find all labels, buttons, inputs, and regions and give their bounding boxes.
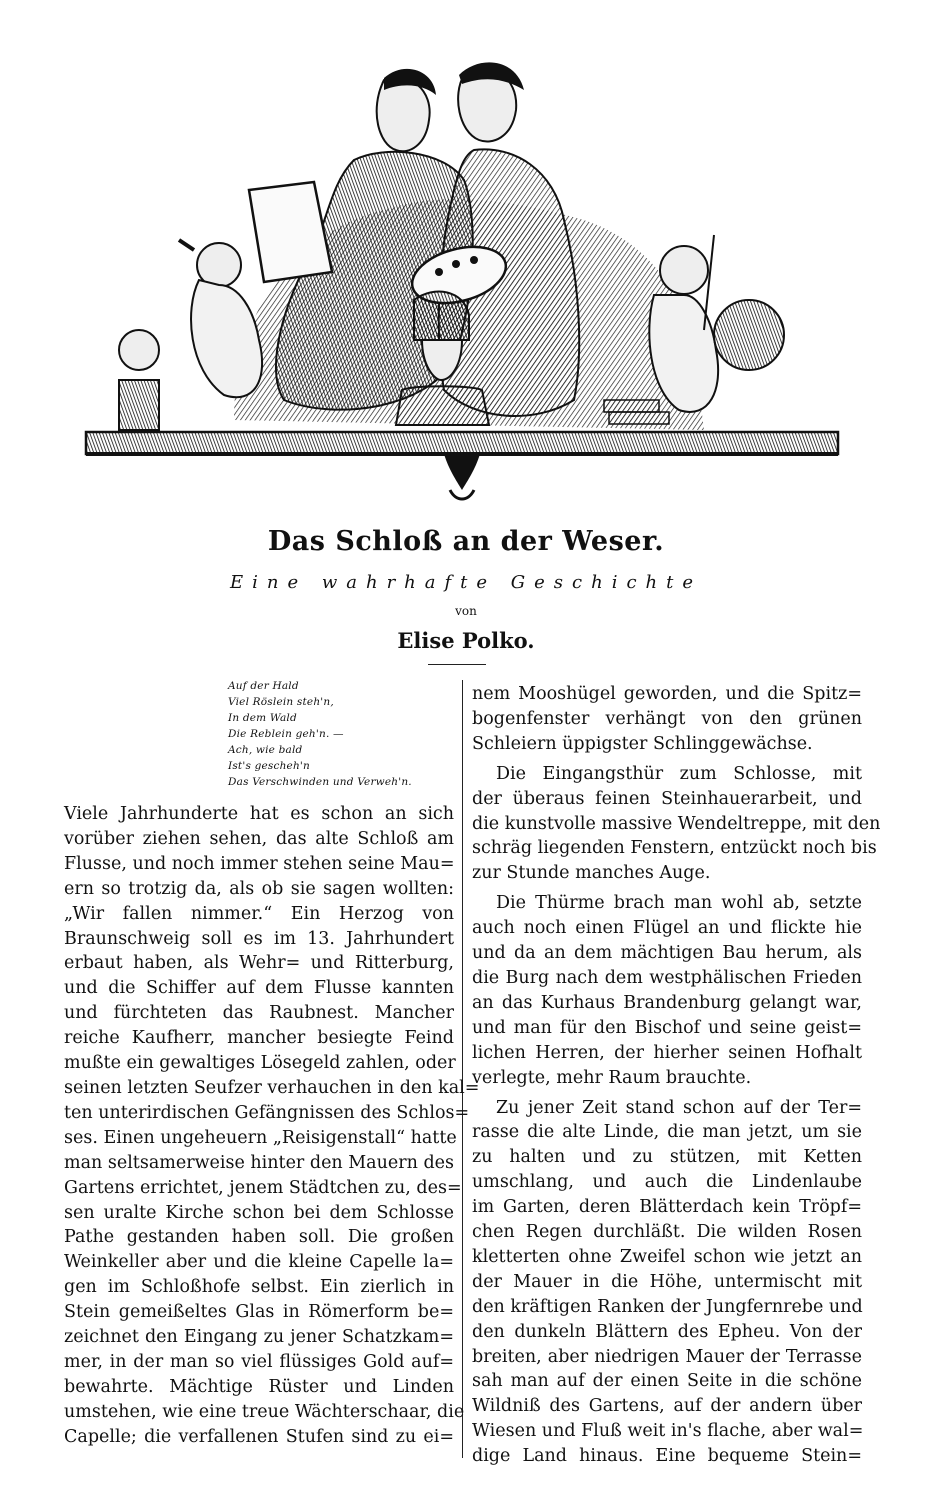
- text-line: bewahrte. Mächtige Rüster und Linden: [64, 1376, 454, 1397]
- text-line: zeichnet den Eingang zu jener Schatzkam=: [64, 1327, 454, 1348]
- text-line: schräg liegenden Fenstern, entzückt noch bis: [472, 838, 877, 859]
- article-subtitle: Eine wahrhafte Geschichte: [229, 572, 703, 593]
- text-line: Die Thürme brach man wohl ab, setzte: [496, 893, 862, 914]
- text-line: Wildniß des Gartens, auf der andern über: [472, 1396, 862, 1417]
- text-line: bogenfenster verhängt von den grünen: [472, 708, 862, 729]
- text-line: und die Schiffer auf dem Flusse kannten: [64, 978, 454, 999]
- text-line: zu halten und zu stützen, mit Ketten: [472, 1147, 862, 1168]
- text-line: kletterten ohne Zweifel schon wie jetzt an: [472, 1246, 862, 1267]
- text-line: Zu jener Zeit stand schon auf der Ter=: [496, 1097, 862, 1118]
- text-line: umschlang, und auch die Lindenlaube: [472, 1172, 862, 1193]
- text-line: mer, in der man so viel flüssiges Gold auf=: [64, 1351, 454, 1372]
- text-line: im Garten, deren Blätterdach kein Tröpf=: [472, 1197, 862, 1218]
- verse-line: Ist's gescheh'n: [228, 760, 310, 772]
- text-line: sah man auf der einen Seite in die schöne: [472, 1371, 862, 1392]
- paragraph: [472, 891, 862, 1090]
- title-divider: [428, 664, 486, 665]
- text-line: dige Land hinaus. Eine bequeme Stein=: [472, 1446, 862, 1467]
- left-column: [64, 678, 480, 1450]
- byline-von: von: [455, 604, 477, 618]
- text-line: zur Stunde manches Auge.: [472, 863, 711, 884]
- paragraph: [472, 682, 862, 757]
- paragraph: [472, 762, 881, 887]
- verse-line: Auf der Hald: [228, 680, 299, 692]
- text-line: mußte ein gewaltiges Lösegeld zahlen, oder: [64, 1053, 456, 1074]
- verse-line: Viel Röslein steh'n,: [228, 696, 334, 708]
- text-line: Stein gemeißeltes Glas in Römerform be=: [64, 1302, 454, 1323]
- text-line: ses. Einen ungeheuern „Reisigenstall“ hatte: [64, 1127, 457, 1148]
- verse-line: Das Verschwinden und Verweh'n.: [228, 776, 412, 788]
- text-line: auch noch einen Flügel an und flickte hie: [472, 918, 862, 939]
- verse-line: In dem Wald: [228, 712, 297, 724]
- article-title: Das Schloß an der Weser.: [267, 526, 665, 557]
- verse-line: Ach, wie bald: [228, 744, 303, 756]
- text-line: nem Mooshügel geworden, und die Spitz=: [472, 684, 862, 704]
- text-line: man seltsamerweise hinter den Mauern des: [64, 1152, 454, 1173]
- verse-line: Die Reblein geh'n. —: [228, 728, 344, 740]
- text-line: der Mauer in die Höhe, untermischt mit: [472, 1271, 862, 1292]
- text-line: gen im Schloßhofe selbst. Ein zierlich in: [64, 1277, 454, 1298]
- text-line: die kunstvolle massive Wendeltreppe, mit den: [472, 813, 881, 834]
- text-line: Viele Jahrhunderte hat es schon an sich: [64, 804, 454, 824]
- text-line: seinen letzten Seufzer verhauchen in den kal=: [64, 1077, 480, 1098]
- text-line: und man für den Bischof und seine geist=: [472, 1017, 862, 1038]
- text-line: an das Kurhaus Brandenburg gelangt war,: [472, 992, 862, 1013]
- text-line: umstehen, wie eine treue Wächterschaar, die: [64, 1401, 465, 1422]
- text-line: Wiesen und Fluß weit in's flache, aber wal=: [472, 1421, 864, 1442]
- column-divider: [462, 680, 463, 1458]
- text-line: sen uralte Kirche schon bei dem Schlosse: [64, 1202, 454, 1223]
- text-line: verlegte, mehr Raum brauchte.: [472, 1067, 752, 1088]
- text-line: ten unterirdischen Gefängnissen des Schlos=: [64, 1102, 470, 1123]
- text-line: und da an dem mächtigen Bau herum, als: [472, 943, 862, 964]
- text-line: breiten, aber niedrigen Mauer der Terrasse: [472, 1346, 862, 1367]
- text-line: Braunschweig soll es im 13. Jahrhundert: [64, 928, 454, 949]
- right-column: [472, 682, 881, 1469]
- text-line: ern so trotzig da, als ob sie sagen wollten:: [64, 878, 454, 899]
- text-line: lichen Herren, der hierher seinen Hofhalt: [472, 1042, 862, 1063]
- text-line: vorüber ziehen sehen, das alte Schloß am: [64, 828, 454, 849]
- left-column-text: [64, 802, 480, 1450]
- text-line: den dunkeln Blättern des Epheu. Von der: [472, 1321, 862, 1342]
- text-line: und fürchteten das Raubnest. Mancher: [64, 1003, 454, 1024]
- text-line: der überaus feinen Steinhauerarbeit, und: [472, 788, 862, 809]
- text-line: rasse die alte Linde, die man jetzt, um sie: [472, 1122, 862, 1143]
- text-line: Gartens errichtet, jenem Städtchen zu, des=: [64, 1177, 462, 1198]
- text-line: die Burg nach dem westphälischen Frieden: [472, 967, 862, 988]
- text-line: den kräftigen Ranken der Jungfernrebe und: [472, 1296, 863, 1317]
- text-line: Die Eingangsthür zum Schlosse, mit: [496, 763, 862, 784]
- epigraph-verse: [228, 678, 454, 790]
- paragraph: [472, 1096, 862, 1470]
- text-line: Pathe gestanden haben soll. Die großen: [64, 1227, 454, 1248]
- text-line: chen Regen durchläßt. Die wilden Rosen: [472, 1222, 862, 1243]
- text-line: Schleiern üppigster Schlinggewächse.: [472, 733, 813, 754]
- author-name: Elise Polko.: [397, 628, 535, 653]
- engraving-illustration: [84, 50, 840, 520]
- text-line: reiche Kaufherr, mancher besiegte Feind: [64, 1028, 454, 1049]
- text-line: „Wir fallen nimmer.“ Ein Herzog von: [64, 903, 454, 924]
- allegory-engraving: [84, 50, 840, 520]
- text-line: Flusse, und noch immer stehen seine Mau=: [64, 853, 455, 874]
- text-line: Capelle; die verfallenen Stufen sind zu ei=: [64, 1426, 454, 1447]
- text-line: Weinkeller aber und die kleine Capelle la=: [64, 1252, 454, 1273]
- text-line: erbaut haben, als Wehr= und Ritterburg,: [64, 953, 454, 974]
